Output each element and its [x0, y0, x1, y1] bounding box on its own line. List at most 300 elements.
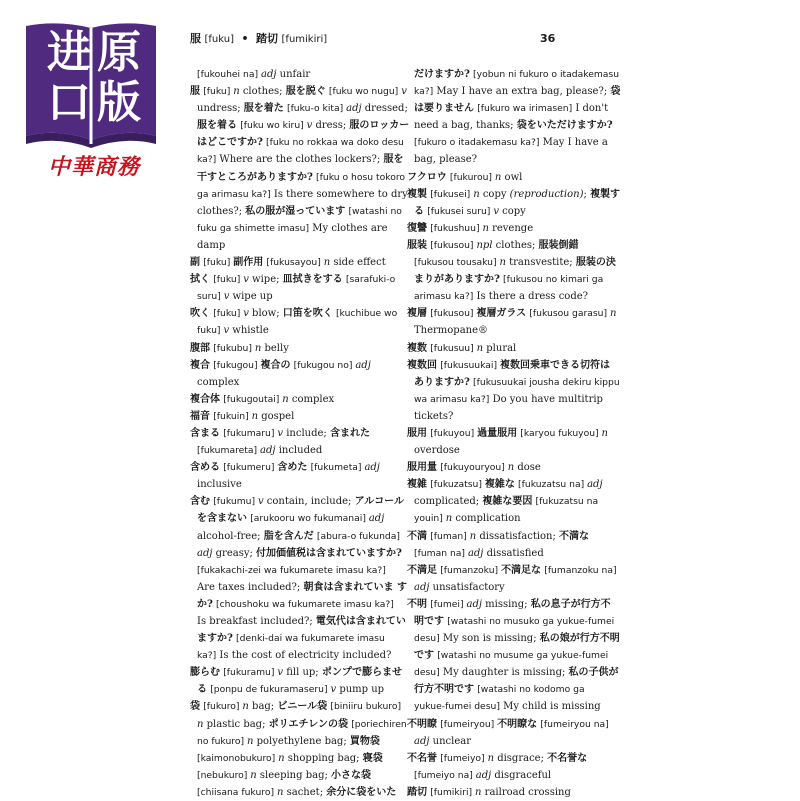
- romaji: [chiisana fukuro]: [197, 786, 277, 798]
- headword: 複合: [190, 359, 210, 371]
- definition-text: polyethylene bag;: [253, 735, 350, 747]
- headword: 複層ガラス: [476, 308, 527, 320]
- entry-continuation-line: [190, 476, 402, 493]
- romaji: [fukumaru]: [223, 427, 278, 439]
- dictionary-column-right: [407, 66, 625, 801]
- romaji: [sarafuki-o: [345, 274, 396, 286]
- headword: 脂を含んだ: [263, 530, 314, 542]
- headword: 不名誉: [407, 752, 437, 764]
- part-of-speech: n: [601, 427, 608, 439]
- definition-text: Do you have multitrip: [489, 393, 603, 405]
- entry-continuation-line: [407, 733, 625, 750]
- headword: 不明: [407, 598, 427, 610]
- headword: 複数回: [407, 359, 437, 371]
- part-of-speech: n: [469, 530, 477, 542]
- part-of-speech: n: [507, 462, 515, 474]
- definition-text: May I have a: [539, 137, 608, 149]
- romaji: [fukuzatsu na]: [518, 479, 588, 491]
- romaji: [fumikiri]: [430, 786, 476, 798]
- romaji: [fuku-o kita]: [286, 103, 347, 115]
- entry-continuation-line: [190, 784, 402, 801]
- entry-continuation-line: [190, 579, 407, 596]
- definition-text: blow;: [248, 308, 283, 320]
- headword: 副作用: [233, 257, 264, 269]
- entry-line: [190, 83, 407, 100]
- headword: 含まれた: [329, 427, 370, 439]
- definition-text: unfair: [276, 69, 311, 80]
- romaji: desu]: [414, 667, 440, 679]
- entry-continuation-line: [190, 134, 402, 151]
- definition-text: include;: [283, 427, 330, 439]
- headword: る: [197, 684, 207, 696]
- romaji: [fuman na]: [414, 547, 468, 559]
- headword: 吹く: [190, 308, 210, 320]
- headword: 踏切: [407, 786, 427, 798]
- entry-continuation-line: [190, 630, 402, 647]
- headword: 服のロッカー: [349, 120, 410, 132]
- headword: 含む: [190, 496, 210, 508]
- headword: 服を脱ぐ: [285, 86, 326, 98]
- part-of-speech: n: [242, 701, 249, 713]
- headword: 買物袋: [349, 735, 380, 747]
- romaji: [fumei]: [430, 598, 467, 610]
- part-of-speech: n: [246, 735, 254, 747]
- part-of-speech: v: [277, 667, 284, 679]
- romaji: [fumanzoku]: [440, 564, 502, 576]
- logo-char: 原: [97, 27, 141, 78]
- headword: ポリエチレンの袋: [268, 718, 348, 730]
- part-of-speech: n: [197, 718, 204, 730]
- romaji: [fukusuukai jousha dekiru kippu: [473, 376, 620, 388]
- entry-line: [407, 596, 625, 613]
- entry-continuation-line: [190, 100, 408, 117]
- romaji: [fuku o hosu tokoro: [316, 171, 406, 183]
- headword: です: [414, 650, 434, 662]
- entry-line: [190, 340, 402, 357]
- definition-text: clothes;: [239, 86, 286, 98]
- romaji: [fukakachi-zei wa fukumarete imasu ka?]: [197, 564, 386, 576]
- romaji: [fukusayou]: [266, 257, 324, 269]
- romaji: [fuku]: [203, 257, 234, 269]
- part-of-speech: n: [494, 171, 502, 183]
- definition-text: alcohol-free;: [197, 530, 264, 542]
- definition-text: gospel: [258, 410, 295, 422]
- entry-line: [407, 169, 625, 186]
- definition-text: inclusive: [197, 479, 242, 491]
- part-of-speech: npl: [476, 239, 493, 251]
- definition-text: Thermopane®: [414, 325, 489, 337]
- definition-text: bag, please?: [414, 154, 478, 166]
- headword: 膨らむ: [190, 667, 220, 679]
- definition-text: need a bag, thanks;: [414, 120, 517, 132]
- headword: 腹部: [190, 342, 210, 354]
- entry-continuation-line: [407, 100, 625, 117]
- headword: 含まる: [190, 427, 220, 439]
- headword: 複数: [407, 342, 427, 354]
- headword: 私の服が湿っています: [245, 205, 346, 217]
- part-of-speech: adj: [368, 513, 385, 525]
- headword: 寝袋: [362, 752, 383, 764]
- headword: る: [414, 205, 424, 217]
- romaji: [fuku]: [213, 308, 244, 320]
- entry-continuation-line: [407, 66, 625, 83]
- romaji: [fuku wo nugu]: [328, 86, 402, 98]
- entry-continuation-line: [190, 733, 402, 750]
- romaji: [fumeiyo na]: [414, 769, 476, 781]
- entry-continuation-line: [190, 510, 402, 527]
- entry-continuation-line: [407, 408, 625, 425]
- headword: 不名誉な: [547, 752, 588, 764]
- romaji: [fukusuukai]: [440, 359, 500, 371]
- romaji: [fukusou tousaku]: [414, 257, 500, 269]
- definition-text: dissatisfaction;: [476, 530, 560, 542]
- romaji: desu]: [414, 633, 440, 645]
- definition-text: undress;: [197, 103, 244, 115]
- entry-continuation-line: [407, 374, 625, 391]
- page-number: 36: [540, 32, 556, 45]
- headword: 明です: [414, 616, 444, 627]
- entry-continuation-line: [407, 579, 625, 596]
- part-of-speech: adj: [467, 547, 484, 559]
- headword: 服装倒錯: [538, 239, 579, 251]
- romaji: [watashi no: [348, 205, 402, 217]
- entry-continuation-line: [190, 151, 402, 168]
- part-of-speech: v: [223, 325, 230, 337]
- definition-text: dose: [514, 462, 541, 474]
- entry-continuation-line: [190, 681, 402, 698]
- entry-continuation-line: [190, 66, 402, 83]
- romaji: no fukuro]: [197, 735, 247, 747]
- definition-text: overdose: [414, 445, 460, 457]
- part-of-speech: v: [330, 684, 337, 696]
- part-of-speech: n: [323, 257, 331, 269]
- definition-text: Is breakfast included?;: [197, 616, 316, 627]
- definition-text: Are taxes included?;: [197, 581, 304, 593]
- part-of-speech: adj: [355, 359, 371, 371]
- romaji: [fukouhei na]: [197, 69, 261, 80]
- romaji: [fukusou garasu]: [529, 308, 610, 320]
- romaji: [fuku]: [213, 274, 244, 286]
- romaji: [fumeiryou na]: [540, 718, 609, 730]
- headword: ありますか?: [414, 376, 470, 388]
- definition-text: pump up: [336, 684, 385, 696]
- romaji: [fuku wo kiru]: [240, 120, 307, 132]
- definition-text: greasy;: [212, 547, 257, 559]
- romaji: [fukuzatsu na: [535, 496, 599, 508]
- logo-char: 口: [47, 77, 91, 128]
- entry-continuation-line: [407, 442, 625, 459]
- definition-text: dressed;: [361, 103, 408, 115]
- headword: 付加価値税は含まれていますか?: [256, 547, 402, 559]
- definition-text: May I have an extra bag, please?;: [433, 86, 611, 98]
- part-of-speech: adj: [414, 581, 430, 593]
- definition-text: tickets?: [414, 410, 454, 422]
- headword: 複合の: [260, 359, 291, 371]
- entry-continuation-line: [407, 647, 625, 664]
- romaji: [fukusei]: [430, 188, 474, 200]
- definition-text: Is there a dress code?: [473, 291, 589, 303]
- entry-continuation-line: [190, 322, 402, 339]
- definition-text: included: [275, 445, 323, 457]
- definition-text: bag;: [248, 701, 278, 713]
- entry-line: [190, 271, 402, 288]
- running-head-first-romaji: [fuku]: [204, 34, 234, 45]
- definition-text: Is the cost of electricity included?: [216, 650, 392, 662]
- running-head-first-word: 服: [190, 32, 201, 45]
- part-of-speech: v: [223, 291, 230, 303]
- entry-continuation-line: [190, 169, 406, 186]
- definition-text: copy: [498, 205, 526, 217]
- romaji: ka?]: [197, 650, 217, 662]
- entry-line: [407, 750, 625, 767]
- entry-continuation-line: [407, 630, 625, 647]
- headword: 皿拭きをする: [282, 274, 343, 286]
- romaji: [fumanzoku na]: [544, 564, 617, 576]
- romaji: yukue-fumei desu]: [414, 701, 500, 713]
- definition-text: clothes;: [492, 239, 539, 251]
- entry-line: [407, 476, 625, 493]
- entry-continuation-line: [407, 203, 625, 220]
- part-of-speech: adj: [197, 547, 213, 559]
- entry-continuation-line: [407, 134, 625, 151]
- part-of-speech: adj: [260, 445, 276, 457]
- romaji: arimasu ka?]: [414, 291, 474, 303]
- entry-line: [407, 562, 625, 579]
- part-of-speech: adj: [466, 598, 482, 610]
- romaji: [fukuyou]: [430, 427, 478, 439]
- headword: 服: [190, 86, 200, 98]
- part-of-speech: v: [257, 496, 264, 508]
- headword: 袋: [610, 86, 621, 98]
- part-of-speech: v: [243, 274, 249, 286]
- romaji: [biniiru bukuro]: [330, 701, 402, 713]
- headword: はどこですか?: [197, 137, 263, 149]
- headword: アルコール: [354, 496, 404, 508]
- romaji: [fuman]: [430, 530, 470, 542]
- entry-line: [190, 493, 402, 510]
- entry-continuation-line: [190, 545, 402, 562]
- entry-line: [407, 340, 625, 357]
- entry-continuation-line: [190, 220, 402, 237]
- part-of-speech: n: [476, 342, 484, 354]
- part-of-speech: n: [282, 393, 289, 405]
- entry-continuation-line: [407, 545, 625, 562]
- definition-text: sleeping bag;: [256, 769, 332, 781]
- definition-text: dress;: [312, 120, 350, 132]
- definition-text: copy: [479, 188, 510, 200]
- part-of-speech: adj: [475, 769, 492, 781]
- part-of-speech: adj: [364, 462, 380, 474]
- romaji: ka?]: [197, 154, 217, 166]
- definition-text: unsatisfactory: [429, 581, 505, 593]
- publisher-logo: [22, 20, 160, 185]
- definition-text: side effect: [330, 257, 386, 269]
- definition-text: Where are the clothes lockers?;: [216, 154, 384, 166]
- entry-line: [407, 716, 625, 733]
- romaji: [fukumareta]: [197, 445, 261, 457]
- romaji: [fuku no rokkaa wa doko desu: [266, 137, 404, 149]
- entry-continuation-line: [190, 767, 402, 784]
- romaji: ka?]: [414, 86, 434, 98]
- definition-text: disgrace;: [494, 752, 548, 764]
- part-of-speech: adj: [346, 103, 362, 115]
- part-of-speech: v: [277, 427, 284, 439]
- part-of-speech: n: [487, 752, 495, 764]
- part-of-speech: n: [473, 188, 480, 200]
- romaji: [abura-o fukunda]: [316, 530, 400, 542]
- romaji: fuku ga shimette imasu]: [197, 222, 310, 234]
- definition-text: disgraceful: [491, 769, 552, 781]
- entry-continuation-line: [407, 613, 625, 630]
- headword: 複数回乗車できる切符は: [499, 359, 610, 371]
- entry-continuation-line: [190, 750, 402, 767]
- part-of-speech: n: [475, 786, 482, 798]
- romaji: [fukumeta]: [310, 462, 365, 474]
- entry-continuation-line: [190, 374, 402, 391]
- part-of-speech: n: [250, 769, 257, 781]
- headword: 過量服用: [477, 427, 518, 439]
- romaji: [fumeiyo]: [440, 752, 488, 764]
- part-of-speech: n: [445, 513, 453, 525]
- headword: ますか?: [197, 633, 233, 645]
- entry-continuation-line: [407, 493, 625, 510]
- romaji: [karyou fukuyou]: [520, 427, 602, 439]
- headword: 服用: [407, 427, 427, 439]
- headword: まりがありますか?: [414, 274, 500, 286]
- entry-continuation-line: [190, 442, 402, 459]
- headword: 拭く: [190, 274, 210, 286]
- part-of-speech: adj: [261, 69, 277, 80]
- definition-text: ;: [583, 188, 591, 200]
- definition-text: clothes?;: [197, 205, 246, 217]
- headword: 私の子供が: [568, 667, 619, 679]
- definition-text: contain, include;: [263, 496, 355, 508]
- romaji: [fukuro o itadakemasu ka?]: [414, 137, 540, 149]
- part-of-speech: n: [609, 308, 617, 320]
- entry-continuation-line: [407, 767, 625, 784]
- romaji: [fukushuu]: [430, 222, 483, 234]
- romaji: [kaimonobukuro]: [197, 752, 279, 764]
- logo-characters: [44, 28, 144, 128]
- headword: 小さな袋: [331, 769, 372, 781]
- romaji: [fukumu]: [213, 496, 258, 508]
- entry-line: [190, 698, 402, 715]
- romaji: [fukuyouryou]: [440, 462, 508, 474]
- entry-line: [407, 220, 625, 237]
- part-of-speech: n: [276, 786, 284, 798]
- part-of-speech: (reproduction): [509, 188, 584, 200]
- logo-brand-name: 中華商務: [47, 154, 140, 180]
- headword: 不満な: [559, 530, 590, 542]
- romaji: [fukuzatsu]: [430, 479, 485, 491]
- definition-text: dissatisfied: [483, 547, 544, 559]
- entry-line: [190, 391, 402, 408]
- headword: 複製: [407, 188, 427, 200]
- part-of-speech: n: [499, 257, 506, 269]
- headword: 福音: [190, 410, 210, 422]
- part-of-speech: v: [243, 308, 249, 320]
- definition-text: plural: [483, 342, 517, 354]
- entry-line: [407, 784, 625, 801]
- definition-text: whistle: [229, 325, 269, 337]
- definition-text: revenge: [488, 222, 534, 234]
- part-of-speech: n: [482, 222, 489, 234]
- romaji: [watashi no musuko ga yukue-fumei: [447, 616, 615, 627]
- definition-text: complicated;: [414, 496, 483, 508]
- entry-line: [190, 254, 402, 271]
- headword: 複製す: [590, 188, 621, 200]
- entry-line: [190, 408, 402, 425]
- definition-text: missing;: [481, 598, 531, 610]
- entry-continuation-line: [407, 254, 625, 271]
- definition-text: damp: [197, 239, 226, 251]
- headword: 不明瞭な: [497, 718, 538, 730]
- part-of-speech: v: [401, 86, 407, 98]
- romaji: [fukusei suru]: [427, 205, 494, 217]
- headword: 服用量: [407, 462, 437, 474]
- definition-text: belly: [261, 342, 289, 354]
- romaji: [fukumeru]: [223, 462, 278, 474]
- romaji: [fukusuu]: [430, 342, 477, 354]
- romaji: [fumeiryou]: [440, 718, 498, 730]
- romaji: [nebukuro]: [197, 769, 251, 781]
- entry-continuation-line: [190, 186, 408, 203]
- entry-continuation-line: [190, 613, 406, 630]
- entry-line: [407, 459, 625, 476]
- definition-text: complex: [288, 393, 335, 405]
- entry-continuation-line: [190, 596, 402, 613]
- entry-continuation-line: [190, 203, 402, 220]
- entry-continuation-line: [190, 562, 402, 579]
- part-of-speech: v: [306, 120, 313, 132]
- romaji: [fukuin]: [213, 410, 252, 422]
- headword: 複合体: [190, 393, 220, 405]
- entry-continuation-line: [407, 681, 625, 698]
- romaji: [yobun ni fukuro o itadakemasu: [473, 69, 620, 80]
- headword: 複雑な: [484, 479, 515, 491]
- entry-continuation-line: [190, 528, 402, 545]
- headword: だけますか?: [414, 69, 470, 80]
- running-head-last-word: 踏切: [256, 32, 279, 45]
- running-head-last-romaji: [fumikiri]: [281, 34, 328, 45]
- entry-continuation-line: [190, 237, 402, 254]
- running-head: [190, 30, 327, 48]
- entry-line: [407, 237, 625, 254]
- headword: 不満足: [407, 564, 437, 576]
- logo-char: 进: [47, 27, 91, 78]
- headword: ビニール袋: [277, 701, 328, 713]
- part-of-speech: n: [233, 86, 240, 98]
- definition-text: complication: [452, 513, 521, 525]
- entry-line: [407, 186, 625, 203]
- definition-text: unclear: [429, 735, 471, 747]
- entry-continuation-line: [190, 647, 402, 664]
- definition-text: sachet;: [283, 786, 327, 798]
- definition-text: shopping bag;: [284, 752, 363, 764]
- definition-text: My clothes are: [309, 222, 388, 234]
- part-of-speech: adj: [587, 479, 603, 491]
- romaji: [watashi no kodomo ga: [477, 684, 585, 696]
- headword: 服装: [407, 239, 427, 251]
- definition-text: I don't: [572, 103, 609, 115]
- part-of-speech: n: [254, 342, 262, 354]
- definition-text: fill up;: [283, 667, 322, 679]
- romaji: [ponpu de fukuramaseru]: [210, 684, 331, 696]
- definition-text: plastic bag;: [203, 718, 269, 730]
- headword: 複雑: [407, 479, 427, 491]
- headword: 袋: [190, 701, 200, 713]
- headword: 含める: [190, 462, 220, 474]
